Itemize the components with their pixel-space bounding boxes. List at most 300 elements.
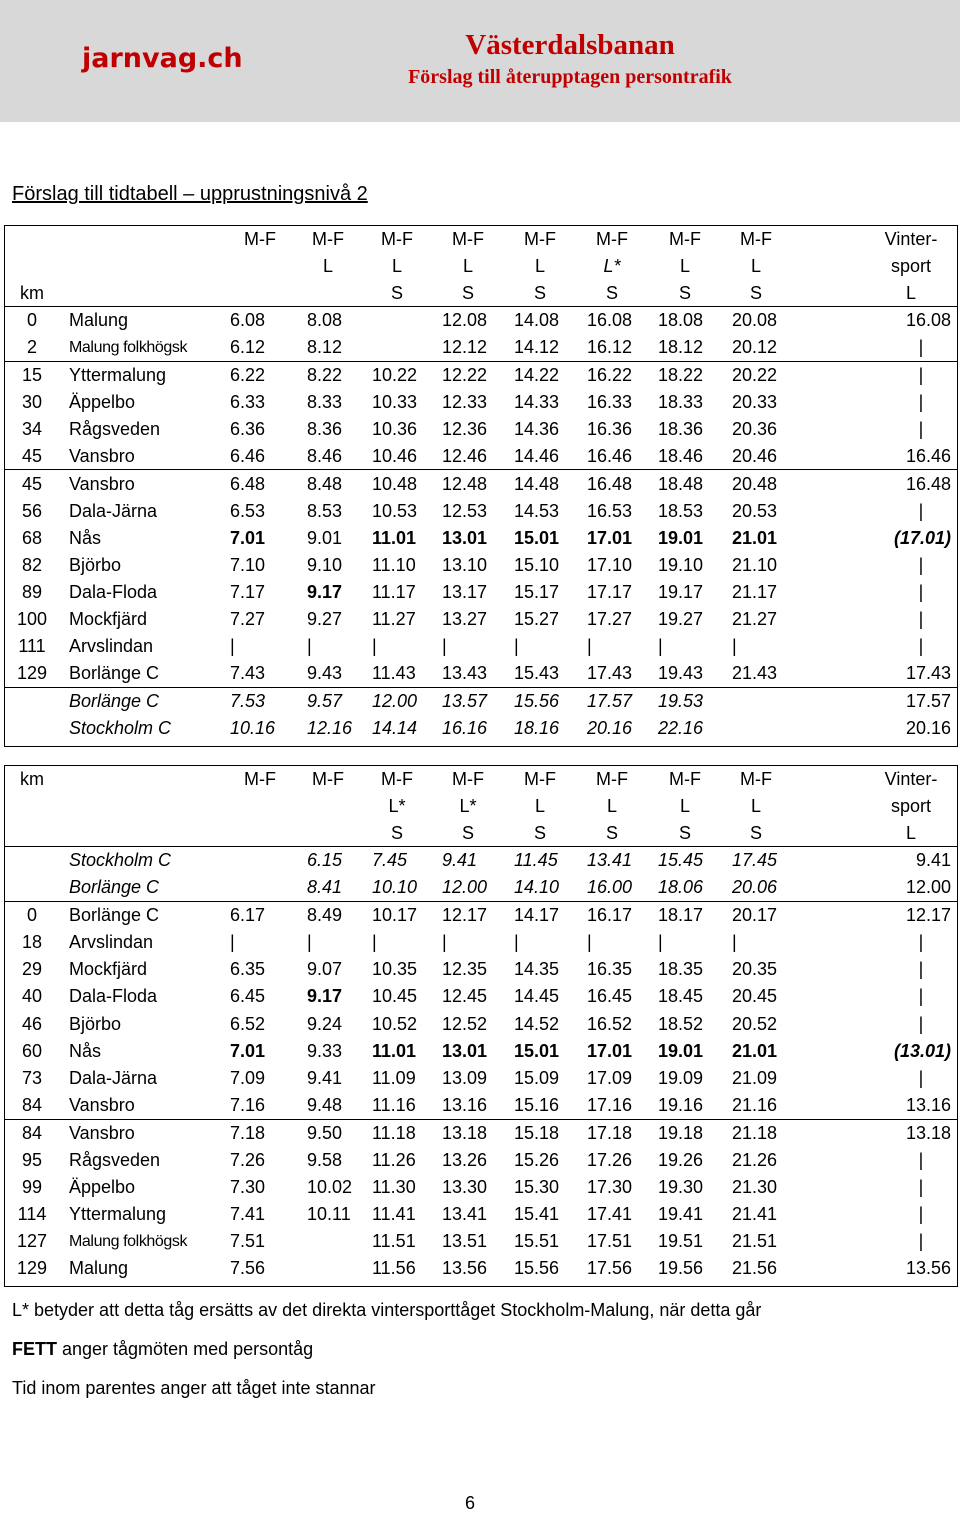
time-cell: 8.46 <box>307 446 343 466</box>
time-cell: 17.51 <box>587 1231 633 1251</box>
time-cell: 11.43 <box>372 663 416 683</box>
time-cell: | <box>658 932 663 952</box>
km-cell: 127 <box>16 1231 48 1251</box>
time-cell: 11.30 <box>372 1177 416 1197</box>
table-row <box>5 307 957 334</box>
time-cell: 16.08 <box>587 310 633 330</box>
winter-time-cell: 16.48 <box>905 474 951 494</box>
time-cell: 7.53 <box>230 691 266 711</box>
time-cell: 20.46 <box>732 446 778 466</box>
time-cell: 12.53 <box>442 501 488 521</box>
time-cell: 12.17 <box>442 905 488 925</box>
table-row <box>5 847 957 874</box>
table-row <box>5 1201 957 1228</box>
time-cell: | <box>732 636 737 656</box>
train-header-4-line-1: M-F <box>452 229 484 249</box>
time-cell: 11.18 <box>372 1123 416 1143</box>
time-cell: 21.30 <box>732 1177 778 1197</box>
time-cell: 17.57 <box>587 691 633 711</box>
time-cell: 16.46 <box>587 446 633 466</box>
time-cell: 21.26 <box>732 1150 778 1170</box>
time-cell: 19.27 <box>658 609 704 629</box>
time-cell: 12.00 <box>442 877 488 897</box>
time-cell: 19.56 <box>658 1258 704 1278</box>
train-header-1-line-1: M-F <box>244 229 276 249</box>
time-cell: 15.45 <box>658 850 704 870</box>
winter-header-line-1: Vinter- <box>884 769 938 789</box>
time-cell: 8.12 <box>307 337 343 357</box>
time-cell: | <box>732 932 737 952</box>
time-cell: 16.48 <box>587 474 633 494</box>
station-name: Borlänge C <box>69 877 160 897</box>
time-cell: 9.17 <box>307 582 343 602</box>
time-cell: 13.27 <box>442 609 488 629</box>
train-header-3-line-2: L <box>391 256 402 276</box>
train-header-7-line-1: M-F <box>669 229 701 249</box>
winter-time-cell: | <box>918 1204 924 1224</box>
time-cell: 19.17 <box>658 582 704 602</box>
time-cell: 12.16 <box>307 718 353 738</box>
time-cell: 14.22 <box>514 365 560 385</box>
train-header-8-line-1: M-F <box>740 229 772 249</box>
km-cell: 15 <box>21 365 43 385</box>
time-cell: 7.41 <box>230 1204 266 1224</box>
km-cell: 111 <box>18 636 46 656</box>
time-cell: 21.01 <box>732 1041 778 1061</box>
time-cell: 11.45 <box>514 850 558 870</box>
time-cell: 20.48 <box>732 474 778 494</box>
time-cell: 9.27 <box>307 609 343 629</box>
time-cell: 19.43 <box>658 663 704 683</box>
station-name: Malung <box>69 310 129 330</box>
time-cell: 12.35 <box>442 959 488 979</box>
winter-time-cell: | <box>918 959 924 979</box>
km-cell: 34 <box>21 419 43 439</box>
time-cell: 17.17 <box>587 582 633 602</box>
time-cell: 7.51 <box>230 1231 266 1251</box>
train-header-6-line-2: L* <box>603 256 621 276</box>
time-cell: 9.41 <box>307 1068 343 1088</box>
time-cell: 13.01 <box>442 1041 488 1061</box>
winter-time-cell: | <box>918 609 924 629</box>
time-cell: 10.11 <box>307 1204 351 1224</box>
time-cell: 10.02 <box>307 1177 353 1197</box>
time-cell: 20.06 <box>732 877 778 897</box>
time-cell: 18.48 <box>658 474 704 494</box>
time-cell: 13.41 <box>587 850 633 870</box>
time-cell: 21.56 <box>732 1258 778 1278</box>
time-cell: 17.43 <box>587 663 633 683</box>
time-cell: 21.41 <box>732 1204 778 1224</box>
time-cell: 11.01 <box>372 1041 417 1061</box>
time-cell: 21.27 <box>732 609 778 629</box>
km-cell <box>9 688 55 715</box>
station-name: Dala-Floda <box>69 582 158 602</box>
winter-time-cell: | <box>918 582 924 602</box>
winter-time-cell: 17.43 <box>905 663 951 683</box>
time-cell: 10.17 <box>372 905 418 925</box>
time-cell: 13.43 <box>442 663 488 683</box>
km-cell: 100 <box>16 609 48 629</box>
time-cell: 12.00 <box>372 691 418 711</box>
time-cell: 17.09 <box>587 1068 633 1088</box>
train-header-6-line-3: S <box>605 823 618 843</box>
train-header-5-line-2: L <box>534 256 545 276</box>
time-cell: 18.17 <box>658 905 704 925</box>
station-name: Vansbro <box>69 474 135 494</box>
time-cell: 15.56 <box>514 691 560 711</box>
train-header-4-line-2: L* <box>459 796 477 816</box>
table-row <box>5 416 957 443</box>
time-cell: 18.36 <box>658 419 704 439</box>
time-cell: 9.57 <box>307 691 343 711</box>
km-cell: 0 <box>26 310 37 330</box>
km-cell: 95 <box>21 1150 43 1170</box>
station-name: Vansbro <box>69 446 135 466</box>
km-cell: 2 <box>26 337 37 357</box>
km-cell <box>9 715 55 742</box>
table-row <box>5 688 957 715</box>
train-header-6-line-3: S <box>605 283 618 303</box>
time-cell: 10.46 <box>372 446 418 466</box>
time-cell: 11.01 <box>372 528 417 548</box>
time-cell: 19.18 <box>658 1123 704 1143</box>
time-cell: 8.33 <box>307 392 343 412</box>
time-cell: 19.53 <box>658 691 704 711</box>
time-cell: 11.51 <box>372 1231 416 1251</box>
station-name: Nås <box>69 528 102 548</box>
km-cell: 99 <box>21 1177 43 1197</box>
station-name: Mockfjärd <box>69 609 148 629</box>
time-cell: 13.41 <box>442 1204 488 1224</box>
station-name: Dala-Järna <box>69 1068 158 1088</box>
time-cell: 14.53 <box>514 501 560 521</box>
table-row <box>5 471 957 498</box>
time-cell: 16.52 <box>587 1014 633 1034</box>
station-name: Dala-Järna <box>69 501 158 521</box>
train-header-3-line-2: L* <box>388 796 406 816</box>
winter-header-line-3: L <box>905 283 916 303</box>
time-cell: 7.27 <box>230 609 266 629</box>
train-header-7-line-1: M-F <box>669 769 701 789</box>
train-header-7-line-2: L <box>679 796 690 816</box>
table-row <box>5 552 957 579</box>
page-number: 6 <box>464 1493 475 1513</box>
km-cell: 84 <box>21 1095 43 1115</box>
time-cell: 6.17 <box>230 905 266 925</box>
km-cell: 0 <box>26 905 37 925</box>
winter-time-cell: | <box>918 932 924 952</box>
winter-time-cell: | <box>918 501 924 521</box>
table-row <box>5 606 957 633</box>
time-cell <box>732 715 794 742</box>
time-cell: 8.08 <box>307 310 343 330</box>
time-cell: 8.53 <box>307 501 343 521</box>
winter-time-cell: 17.57 <box>905 691 951 711</box>
km-cell: 18 <box>21 932 43 952</box>
time-cell: 17.01 <box>587 528 633 548</box>
table-row <box>5 633 957 660</box>
winter-time-cell: 12.00 <box>905 877 951 897</box>
km-cell: 82 <box>21 555 43 575</box>
station-name: Björbo <box>69 555 122 575</box>
time-cell: 7.10 <box>230 555 266 575</box>
time-cell: 12.52 <box>442 1014 488 1034</box>
time-cell: 16.22 <box>587 365 633 385</box>
winter-header-line-2: sport <box>890 796 932 816</box>
timetable-borlange-malung <box>4 765 958 1287</box>
time-cell: 17.45 <box>732 850 778 870</box>
time-cell: 7.09 <box>230 1068 266 1088</box>
time-cell: 17.41 <box>587 1204 633 1224</box>
time-cell: 9.43 <box>307 663 343 683</box>
time-cell: | <box>514 932 519 952</box>
header-subtitle: Förslag till återupptagen persontrafik <box>408 66 732 88</box>
station-name: Dala-Floda <box>69 986 158 1006</box>
time-cell: 8.49 <box>307 905 343 925</box>
time-cell: 9.10 <box>307 555 343 575</box>
station-name: Nås <box>69 1041 102 1061</box>
time-cell: 15.17 <box>514 582 560 602</box>
time-cell: 15.09 <box>514 1068 560 1088</box>
time-cell: 21.18 <box>732 1123 778 1143</box>
time-cell: 13.51 <box>442 1231 488 1251</box>
table-row <box>5 902 957 929</box>
time-cell: 16.53 <box>587 501 633 521</box>
time-cell: 21.01 <box>732 528 778 548</box>
time-cell: 16.45 <box>587 986 633 1006</box>
km-cell: 73 <box>21 1068 43 1088</box>
train-header-3-line-3: S <box>390 823 403 843</box>
station-name: Äppelbo <box>69 392 136 412</box>
train-header-4-line-2: L <box>462 256 473 276</box>
station-name: Malung <box>69 1258 129 1278</box>
time-cell: 17.18 <box>587 1123 633 1143</box>
train-header-5-line-3: S <box>533 283 546 303</box>
time-cell: 9.58 <box>307 1150 343 1170</box>
km-cell: 30 <box>21 392 43 412</box>
time-cell: 10.53 <box>372 501 418 521</box>
time-cell: 13.26 <box>442 1150 488 1170</box>
time-cell: | <box>372 932 377 952</box>
time-cell: 6.36 <box>230 419 266 439</box>
time-cell: 7.16 <box>230 1095 266 1115</box>
time-cell: 11.56 <box>372 1258 416 1278</box>
train-header-8-line-2: L <box>750 796 761 816</box>
time-cell: 14.12 <box>514 337 560 357</box>
time-cell: 12.22 <box>442 365 488 385</box>
time-cell: 18.22 <box>658 365 704 385</box>
km-cell: 129 <box>16 1258 48 1278</box>
table-row <box>5 715 957 742</box>
winter-time-cell: 20.16 <box>905 718 951 738</box>
time-cell: 18.16 <box>514 718 560 738</box>
table-row <box>5 929 957 956</box>
time-cell: 19.09 <box>658 1068 704 1088</box>
train-header-1-line-1: M-F <box>244 769 276 789</box>
site-logo[interactable]: jarnvag.ch <box>82 43 243 74</box>
winter-time-cell: | <box>918 986 924 1006</box>
winter-time-cell: | <box>918 365 924 385</box>
winter-time-cell: 13.56 <box>905 1258 951 1278</box>
km-cell <box>9 847 55 874</box>
table-row <box>5 362 957 389</box>
station-name: Yttermalung <box>69 1204 167 1224</box>
km-cell: 29 <box>21 959 43 979</box>
km-cell: 45 <box>21 446 43 466</box>
train-header-6-line-2: L <box>606 796 617 816</box>
train-header-4-line-3: S <box>461 283 474 303</box>
train-header-3-line-1: M-F <box>381 769 413 789</box>
time-cell: | <box>230 636 235 656</box>
time-cell: 20.22 <box>732 365 778 385</box>
km-cell: 40 <box>21 986 43 1006</box>
time-cell: 13.16 <box>442 1095 488 1115</box>
time-cell: 14.33 <box>514 392 560 412</box>
time-cell: 19.30 <box>658 1177 704 1197</box>
time-cell: 13.09 <box>442 1068 488 1088</box>
timetable-malung-borlange <box>4 225 958 747</box>
time-cell: 14.45 <box>514 986 560 1006</box>
time-cell: 22.16 <box>658 718 704 738</box>
time-cell: 7.30 <box>230 1177 266 1197</box>
table-row <box>5 389 957 416</box>
time-cell <box>230 874 292 901</box>
note-parentheses: Tid inom parentes anger att tåget inte stannar <box>12 1378 376 1398</box>
time-cell: | <box>307 636 312 656</box>
time-cell: 9.17 <box>307 986 343 1006</box>
time-cell <box>732 688 794 715</box>
time-cell <box>372 334 434 361</box>
time-cell: 20.16 <box>587 718 633 738</box>
time-cell: 18.06 <box>658 877 704 897</box>
table-row <box>5 498 957 525</box>
time-cell <box>307 1228 369 1255</box>
time-cell: 17.26 <box>587 1150 633 1170</box>
winter-time-cell: | <box>918 337 924 357</box>
time-cell: 19.01 <box>658 1041 704 1061</box>
note-bold <box>12 1339 313 1360</box>
winter-time-cell: | <box>918 1014 924 1034</box>
time-cell: 6.22 <box>230 365 266 385</box>
time-cell: 13.01 <box>442 528 488 548</box>
time-cell: 19.01 <box>658 528 704 548</box>
time-cell: 6.15 <box>307 850 343 870</box>
time-cell: 9.07 <box>307 959 343 979</box>
time-cell: 21.51 <box>732 1231 778 1251</box>
time-cell: 17.27 <box>587 609 633 629</box>
time-cell: 18.45 <box>658 986 704 1006</box>
winter-time-cell: 16.46 <box>905 446 951 466</box>
time-cell: 10.45 <box>372 986 418 1006</box>
winter-header-line-3: L <box>905 823 916 843</box>
train-header-7-line-2: L <box>679 256 690 276</box>
table-row <box>5 525 957 552</box>
time-cell: 9.33 <box>307 1041 343 1061</box>
header-title-block <box>0 28 960 90</box>
table-row <box>5 1011 957 1038</box>
time-cell: 18.52 <box>658 1014 704 1034</box>
time-cell: 18.12 <box>658 337 704 357</box>
time-cell: 15.18 <box>514 1123 560 1143</box>
time-cell: 8.22 <box>307 365 343 385</box>
time-cell: 21.16 <box>732 1095 778 1115</box>
train-header-5-line-1: M-F <box>524 769 556 789</box>
time-cell: 9.41 <box>442 850 478 870</box>
time-cell: 20.36 <box>732 419 778 439</box>
winter-header-line-2: sport <box>890 256 932 276</box>
time-cell: 16.17 <box>587 905 633 925</box>
station-name: Vansbro <box>69 1095 135 1115</box>
time-cell <box>307 1255 369 1282</box>
time-cell: 20.45 <box>732 986 778 1006</box>
km-cell: 129 <box>16 663 48 683</box>
time-cell: 6.45 <box>230 986 266 1006</box>
time-cell: 21.43 <box>732 663 778 683</box>
train-header-3-line-1: M-F <box>381 229 413 249</box>
time-cell: 12.45 <box>442 986 488 1006</box>
time-cell: 6.12 <box>230 337 266 357</box>
note-bold-word: FETT <box>12 1339 57 1359</box>
train-header-7-line-3: S <box>678 823 691 843</box>
train-header-8-line-1: M-F <box>740 769 772 789</box>
time-cell: 11.16 <box>372 1095 416 1115</box>
winter-time-cell: | <box>918 555 924 575</box>
time-cell: 20.53 <box>732 501 778 521</box>
time-cell: 10.35 <box>372 959 418 979</box>
table-row <box>5 1147 957 1174</box>
time-cell: 9.01 <box>307 528 343 548</box>
winter-time-cell: (17.01) <box>893 528 951 548</box>
time-cell: 6.52 <box>230 1014 266 1034</box>
km-cell: 56 <box>21 501 43 521</box>
time-cell: 16.36 <box>587 419 633 439</box>
station-name: Mockfjärd <box>69 959 148 979</box>
time-cell: 14.08 <box>514 310 560 330</box>
km-cell: 89 <box>21 582 43 602</box>
station-name: Björbo <box>69 1014 122 1034</box>
station-name: Borlänge C <box>69 663 160 683</box>
train-header-6-line-1: M-F <box>596 769 628 789</box>
time-cell: 17.56 <box>587 1258 633 1278</box>
time-cell: 15.01 <box>514 1041 560 1061</box>
time-cell: 7.01 <box>230 528 266 548</box>
time-cell: 9.24 <box>307 1014 343 1034</box>
time-cell: 6.53 <box>230 501 266 521</box>
train-header-5-line-2: L <box>534 796 545 816</box>
time-cell: 15.56 <box>514 1258 560 1278</box>
time-cell: 14.52 <box>514 1014 560 1034</box>
table-row <box>5 874 957 901</box>
table-row <box>5 1092 957 1119</box>
time-cell: | <box>587 636 592 656</box>
time-cell: 8.36 <box>307 419 343 439</box>
winter-time-cell: 9.41 <box>915 850 951 870</box>
winter-time-cell: 12.17 <box>905 905 951 925</box>
train-header-7-line-3: S <box>678 283 691 303</box>
section-title: Förslag till tidtabell – upprustningsnivå 2 <box>12 183 368 205</box>
winter-time-cell: | <box>918 419 924 439</box>
time-cell: 20.52 <box>732 1014 778 1034</box>
header-title: Västerdalsbanan <box>465 29 675 61</box>
winter-header-line-1: Vinter- <box>884 229 938 249</box>
time-cell: | <box>442 636 447 656</box>
train-header-6-line-1: M-F <box>596 229 628 249</box>
time-cell: 13.17 <box>442 582 488 602</box>
winter-time-cell: | <box>918 1150 924 1170</box>
winter-time-cell: 16.08 <box>905 310 951 330</box>
time-cell: 15.30 <box>514 1177 560 1197</box>
